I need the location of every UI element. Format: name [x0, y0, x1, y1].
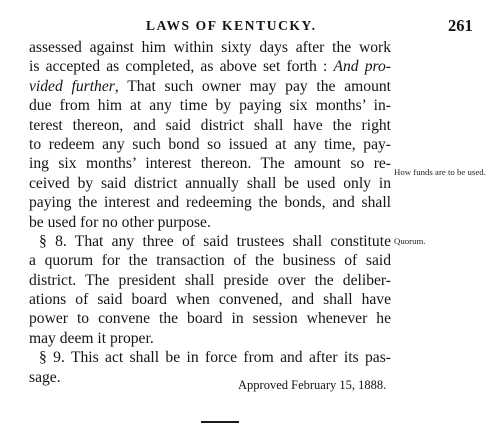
italic-proviso: And pro-: [333, 58, 391, 76]
text-line: is accepted as completed, as above set forth : And pro-: [29, 58, 391, 76]
page-number: 261: [448, 16, 473, 35]
running-title: LAWS OF KENTUCKY.: [146, 18, 317, 33]
footer-rule: [201, 421, 239, 423]
running-head: [0, 18, 500, 38]
italic-proviso: vided further: [29, 77, 115, 95]
approval-date: Approved February 15, 1888.: [238, 378, 387, 392]
margin-note-quorum: Quorum.: [394, 236, 426, 246]
text-line: may deem it proper.: [29, 329, 154, 347]
text-line: power to convene the board in session whenever he: [29, 310, 391, 328]
text-line: ations of said board when convened, and shall have: [29, 291, 391, 309]
text-line: ceived by said district annually shall be used only in: [29, 174, 391, 192]
section-9-line: § 9. This act shall be in force from and after its pas-: [39, 349, 391, 367]
text-line: ing six months’ interest thereon. The amount so re-: [29, 155, 391, 173]
margin-note-funds: How funds are to be used.: [394, 167, 486, 177]
section-8-line: § 8. That any three of said trustees shall constitute: [39, 232, 391, 250]
text-line: sage.: [29, 368, 61, 386]
text-line: vided further, That such owner may pay the amount: [29, 77, 391, 95]
text-line: assessed against him within sixty days after the work: [29, 39, 391, 56]
text-line: be used for no other purpose.: [29, 213, 211, 231]
text-line: a quorum for the transaction of the business of said: [29, 252, 391, 270]
text-line: paying the interest and redeeming the bonds, and shall: [29, 194, 391, 212]
text-line: terest thereon, and said district shall have the right: [29, 116, 391, 134]
statute-text: [29, 38, 391, 387]
text-line: to redeem any such bond so issued at any time, pay-: [29, 135, 391, 153]
text-line: district. The president shall preside over the deliber-: [29, 271, 391, 289]
text-line: due from him at any time by paying six months’ in-: [29, 97, 391, 115]
